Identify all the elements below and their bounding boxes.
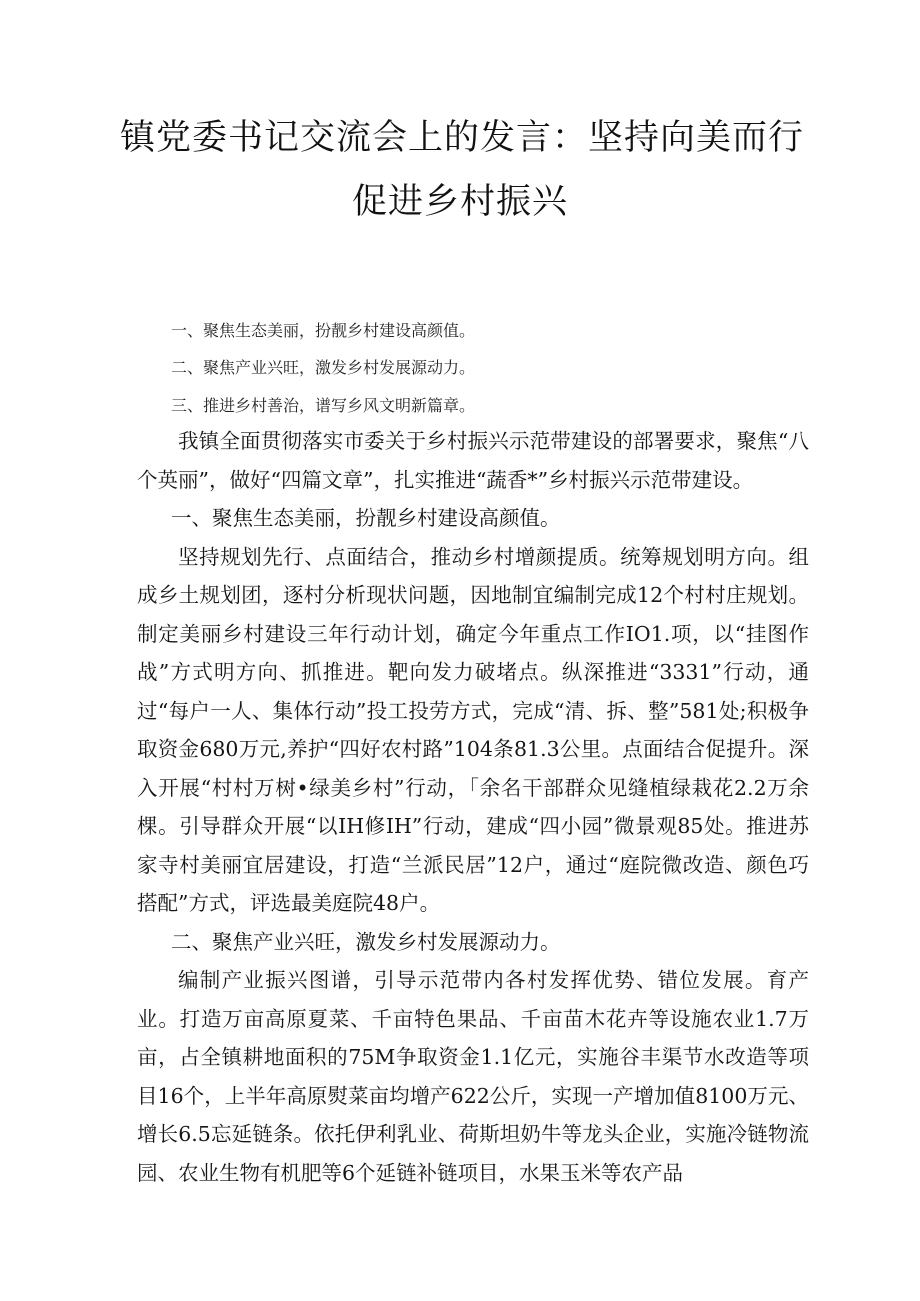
section-heading-1: 一、聚焦生态美丽，扮靓乡村建设高颜值。: [171, 506, 561, 530]
document-body: [137, 422, 809, 1192]
outline-item-3: 三、推进乡村善治，谱写乡风文明新篇章。: [171, 396, 476, 415]
document-title-line-2: 促进乡村振兴: [351, 182, 568, 222]
intro-paragraph: 我镇全面贯彻落实市委关于乡村振兴示范带建设的部署要求，聚焦“八个英丽”，做好“四篇文章”，扎实推进“蔬香*”乡村振兴示范带建设。: [137, 429, 809, 492]
outline-item-2: 二、聚焦产业兴旺，激发乡村发展源动力。: [171, 358, 476, 377]
section-heading-2: 二、聚焦产业兴旺，激发乡村发展源动力。: [171, 929, 561, 954]
section-1-paragraph: 坚持规划先行、点面结合，推动乡村增颜提质。统筹规划明方向。组成乡土规划团，逐村分析现状问题，因地制宜编制完成12个村村庄规划。制定美丽乡村建设三年行动计划，确定今年重点工作IO1.项，以“挂图作战”方式明方向、抓推进。靶向发力破堵点。纵深推进“3331”行动，通过“每户一人、集体行动”投工投劳方式，完成“清、拆、整”581处;积极争取资金680万元,养护“四好农村路”104条81.3公里。点面结合促提升。深入开展“村村万树•绿美乡村”行动，「余名干部群众见缝植绿栽花2.2万余棵。引导群众开展“以IH修IH”行动，建成“四小园”微景观85处。推进苏家寺村美丽宜居建设，打造“兰派民居”12户，通过“庭院微改造、颜色巧搭配”方式，评选最美庭院48户。: [137, 544, 809, 915]
outline-item-1: 一、聚焦生态美丽，扮靓乡村建设高颜值。: [171, 321, 476, 340]
section-2-paragraph: 编制产业振兴图谱，引导示范带内各村发挥优势、错位发展。育产业。打造万亩高原夏菜、千亩特色果品、千亩苗木花卉等设施农业1.7万亩，占全镇耕地面积的75M争取资金1.1亿元，实施谷丰渠节水改造等项目16个，上半年高原熨菜亩均增产622公斤，实现一产增加值8100万元、增长6.5忘延链条。依托伊利乳业、荷斯坦奶牛等龙头企业，实施冷链物流园、农业生物有机肥等6个延链补链项目，水果玉米等农产品: [137, 968, 809, 1185]
document-title-line-1: 镇党委书记交流会上的发言：坚持向美而行: [120, 118, 805, 158]
